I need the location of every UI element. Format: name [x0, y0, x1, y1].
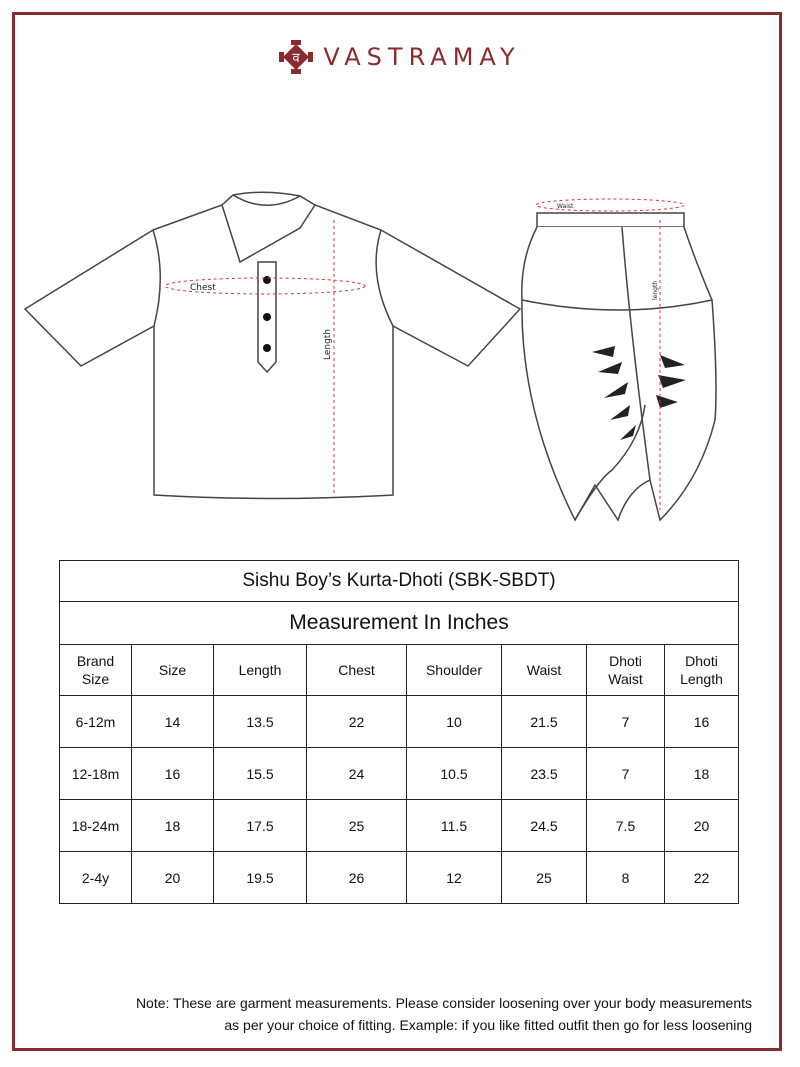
- table-cell: 18: [665, 748, 739, 800]
- column-header: [502, 645, 587, 696]
- table-cell: 8: [587, 852, 665, 904]
- table-cell: 16: [665, 696, 739, 748]
- table-cell: 26: [307, 852, 407, 904]
- table-cell: 18: [132, 800, 214, 852]
- table-title: Sishu Boy’s Kurta-Dhoti (SBK-SBDT): [60, 561, 739, 602]
- size-chart-table: [59, 560, 739, 904]
- note-line-2: as per your choice of fitting. Example: if you like fitted outfit then go for less loosening: [224, 1017, 752, 1033]
- table-cell: 20: [132, 852, 214, 904]
- table-cell: 7: [587, 696, 665, 748]
- column-header-text: Dhoti: [609, 653, 642, 669]
- table-cell: 13.5: [214, 696, 307, 748]
- column-header-text: Shoulder: [425, 662, 483, 678]
- length-label: Length: [323, 328, 333, 360]
- note-line-1: Note: These are garment measurements. Please consider loosening over your body measurements: [135, 995, 752, 1011]
- garment-diagrams: [0, 180, 800, 540]
- waist-label: Waist: [557, 203, 574, 210]
- column-header-text: Size: [158, 662, 187, 678]
- kurta-drawing: [25, 192, 520, 498]
- table-cell: 17.5: [214, 800, 307, 852]
- header-row: [60, 645, 739, 696]
- table-cell: 15.5: [214, 748, 307, 800]
- column-header-text: Chest: [338, 662, 375, 678]
- table-cell: 7.5: [587, 800, 665, 852]
- table-cell: 10.5: [407, 748, 502, 800]
- table-row: [60, 852, 739, 904]
- brand-logo-glyph: व: [292, 51, 300, 66]
- column-header-text: Dhoti: [685, 653, 718, 669]
- column-header-text: Brand: [76, 653, 115, 669]
- column-header-text: Waist: [526, 662, 562, 678]
- table-cell: 12: [407, 852, 502, 904]
- table-cell: 2-4y: [60, 852, 132, 904]
- table-cell: 16: [132, 748, 214, 800]
- brand-header: [0, 40, 800, 74]
- column-header: [60, 645, 132, 696]
- table-row: [60, 696, 739, 748]
- table-cell: 19.5: [214, 852, 307, 904]
- table-cell: 25: [502, 852, 587, 904]
- column-header-text: Length: [238, 662, 282, 678]
- table-subtitle: Measurement In Inches: [60, 602, 739, 645]
- table-row: [60, 748, 739, 800]
- column-header-text: Size: [81, 671, 110, 687]
- column-header-text: Waist: [608, 671, 643, 687]
- column-header: [407, 645, 502, 696]
- table-cell: 24.5: [502, 800, 587, 852]
- table-cell: 18-24m: [60, 800, 132, 852]
- column-header: [214, 645, 307, 696]
- table-row: [60, 800, 739, 852]
- table-cell: 11.5: [407, 800, 502, 852]
- column-header: [307, 645, 407, 696]
- column-header-text: Length: [680, 671, 723, 687]
- table-cell: 22: [665, 852, 739, 904]
- column-header: [132, 645, 214, 696]
- table-cell: 6-12m: [60, 696, 132, 748]
- dhoti-length-label: length: [652, 280, 659, 300]
- column-header: [665, 645, 739, 696]
- table-cell: 25: [307, 800, 407, 852]
- garment-note: [36, 992, 752, 1036]
- table-cell: 24: [307, 748, 407, 800]
- table-cell: 12-18m: [60, 748, 132, 800]
- table-cell: 10: [407, 696, 502, 748]
- table-cell: 23.5: [502, 748, 587, 800]
- chest-label: Chest: [190, 283, 216, 293]
- table-cell: 14: [132, 696, 214, 748]
- brand-logo-icon: [279, 40, 313, 74]
- table-cell: 21.5: [502, 696, 587, 748]
- table-cell: 22: [307, 696, 407, 748]
- column-header: [587, 645, 665, 696]
- table-cell: 7: [587, 748, 665, 800]
- table-cell: 20: [665, 800, 739, 852]
- brand-name: VASTRAMAY: [323, 43, 521, 71]
